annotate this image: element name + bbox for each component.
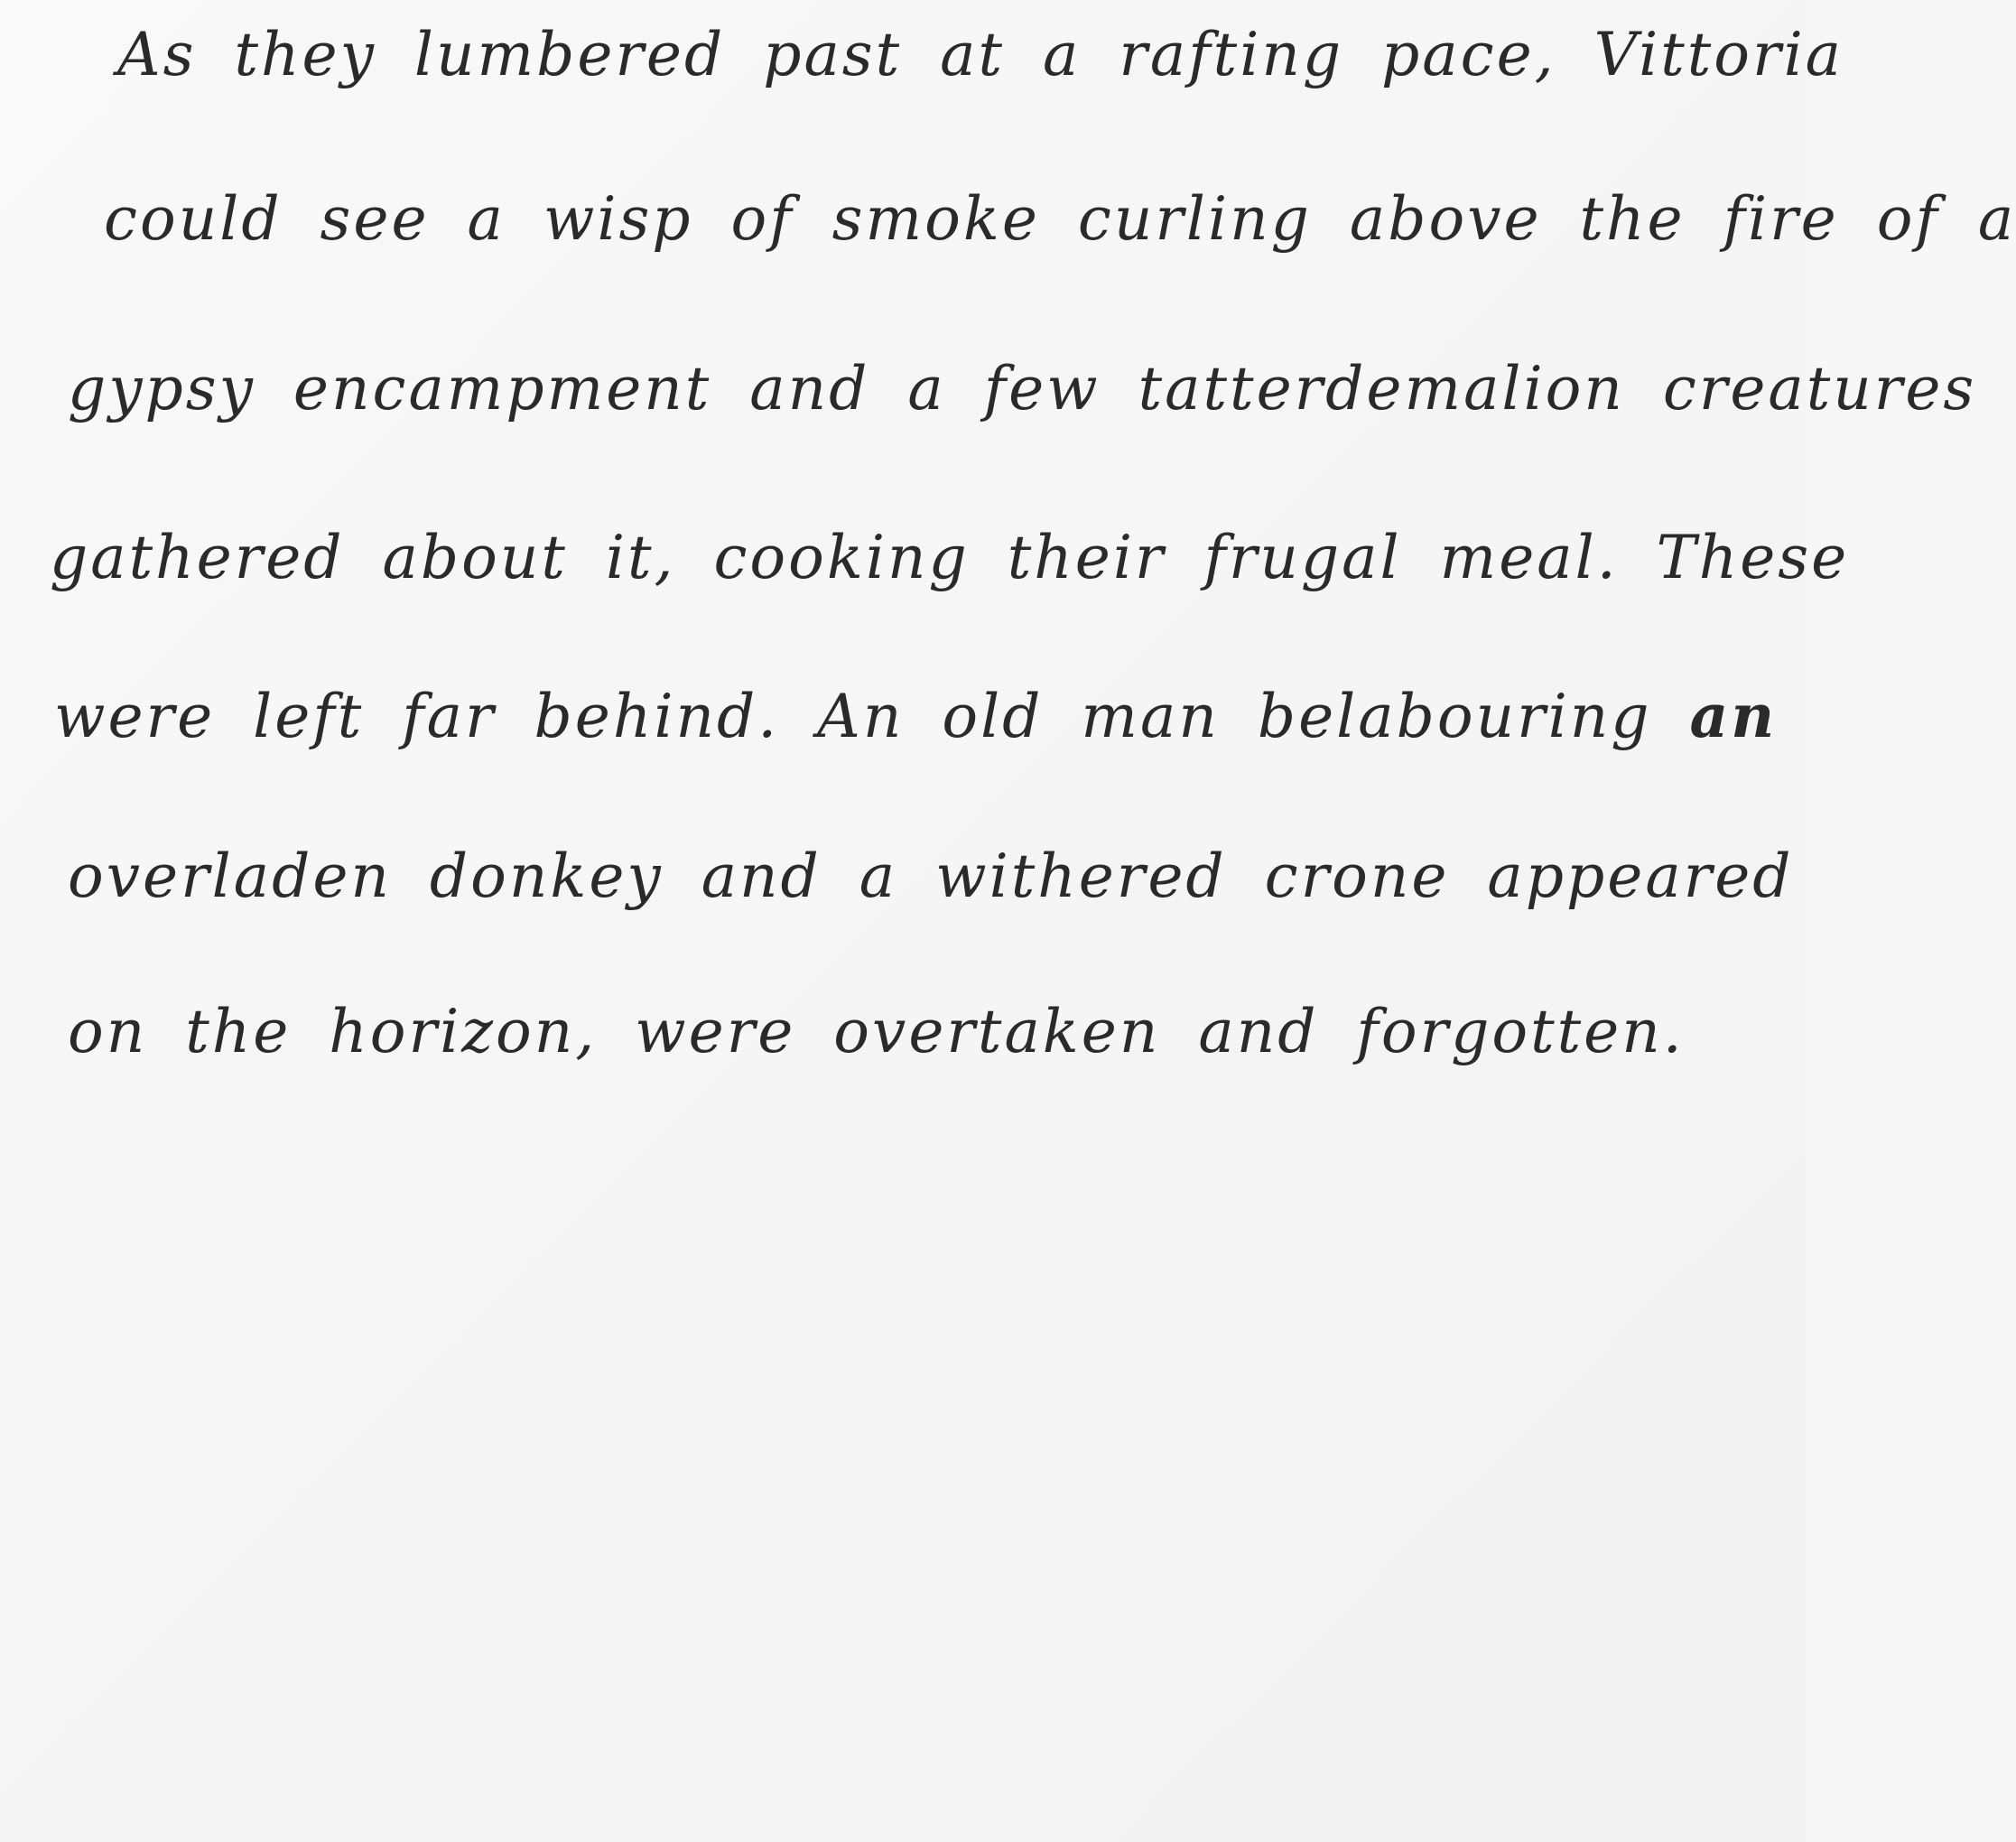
handwritten-line-3: gypsy encampment and a few tatterdemalion creatures	[68, 354, 1977, 423]
handwritten-line-4: gathered about it, cooking their frugal meal. These	[50, 523, 1850, 592]
handwritten-line-5-text: were left far behind. An old man belabouring	[54, 682, 1652, 751]
handwritten-line-1: As they lumbered past at a rafting pace, Vittoria	[117, 20, 1844, 89]
handwritten-line-5	[54, 681, 1778, 751]
handwritten-line-7: on the horizon, were overtaken and forgotten.	[68, 997, 1685, 1066]
overwritten-word: an	[1689, 681, 1778, 751]
handwritten-line-6: overladen donkey and a withered crone appeared	[68, 842, 1794, 911]
handwritten-line-2: could see a wisp of smoke curling above the fire of a	[104, 184, 2016, 254]
